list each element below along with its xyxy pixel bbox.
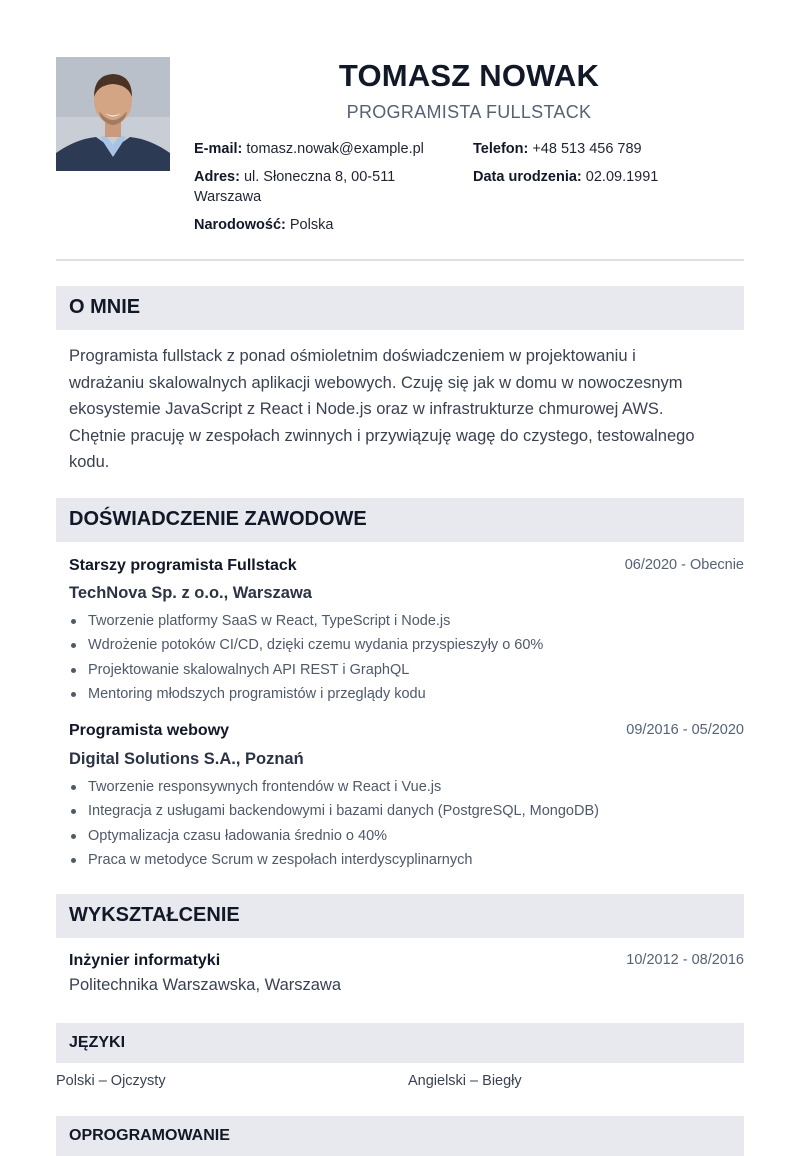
job-bullet: Tworzenie responsywnych frontendów w React i Vue.js [69, 775, 744, 799]
section-title-about: O MNIE [69, 296, 141, 318]
nationality-line [194, 215, 333, 235]
nationality-value: Polska [289, 217, 334, 233]
job-company: TechNova Sp. z o.o., Warszawa [69, 584, 312, 602]
about-line: wdrażaniu skalowalnych aplikacji webowych. Czuję się jak w domu w nowoczesnym [69, 373, 683, 392]
candidate-role: PROGRAMISTA FULLSTACK [346, 102, 592, 122]
birth-line [473, 167, 658, 187]
candidate-name: TOMASZ NOWAK [338, 58, 600, 93]
job-title: Starszy programista Fullstack [69, 557, 297, 574]
section-software [56, 1116, 744, 1156]
about-line: kodu. [69, 453, 110, 471]
profile-photo [56, 57, 170, 171]
email-label: E-mail: [194, 141, 243, 157]
job-bullet: Mentoring młodszych programistów i przeglądy kodu [69, 682, 744, 706]
about-line: Programista fullstack z ponad ośmioletnim doświadczeniem w projektowaniu i [69, 347, 636, 365]
section-title-education: WYKSZTAŁCENIE [69, 904, 240, 926]
education-dates: 10/2012 - 08/2016 [626, 952, 744, 968]
job-bullet: Tworzenie platformy SaaS w React, TypeScript i Node.js [69, 609, 744, 633]
section-title-languages: JĘZYKI [69, 1034, 126, 1051]
job-bullets [69, 775, 744, 872]
section-title-software: OPROGRAMOWANIE [69, 1127, 230, 1144]
about-line: Chętnie pracuję w zespołach zwinnych i przywiązuję wagę do czystego, testowalnego [69, 426, 695, 445]
education-degree: Inżynier informatyki [69, 952, 221, 969]
birth-label: Data urodzenia: [473, 169, 582, 185]
email-value: tomasz.nowak@example.pl [246, 141, 424, 157]
job-bullet: Integracja z usługami backendowymi i bazami danych (PostgreSQL, MongoDB) [69, 799, 744, 823]
job-company: Digital Solutions S.A., Poznań [69, 750, 304, 768]
language-item: Polski – Ojczysty [56, 1073, 166, 1089]
nationality-label: Narodowość: [194, 217, 286, 233]
job-bullet: Projektowanie skalowalnych API REST i GraphQL [69, 658, 744, 682]
section-education [56, 894, 744, 938]
birth-value: 02.09.1991 [585, 169, 659, 185]
job-bullet: Optymalizacja czasu ładowania średnio o 40% [69, 824, 744, 848]
address-label: Adres: [194, 169, 240, 185]
about-text [69, 343, 744, 476]
address-line [194, 167, 454, 207]
phone-label: Telefon: [473, 141, 529, 157]
address-value-line2: Warszawa [194, 189, 262, 205]
email-line [194, 139, 424, 159]
phone-line [473, 139, 642, 159]
section-experience [56, 498, 744, 542]
language-item: Angielski – Biegły [408, 1073, 522, 1089]
header-divider [56, 259, 744, 261]
education-school: Politechnika Warszawska, Warszawa [69, 976, 342, 994]
job-bullet: Praca w metodyce Scrum w zespołach interdyscyplinarnych [69, 848, 744, 872]
about-line: ekosystemie JavaScript z React i Node.js oraz w infrastrukturze chmurowej AWS. [69, 400, 664, 418]
section-title-experience: DOŚWIADCZENIE ZAWODOWE [69, 508, 367, 530]
address-value-line1: ul. Słoneczna 8, 00-511 [243, 169, 396, 185]
job-dates: 06/2020 - Obecnie [624, 557, 744, 573]
job-dates: 09/2016 - 05/2020 [626, 722, 744, 738]
job-bullets [69, 609, 744, 706]
section-about [56, 286, 744, 330]
job-bullet: Wdrożenie potoków CI/CD, dzięki czemu wydania przyspieszyły o 60% [69, 633, 744, 657]
job-title: Programista webowy [69, 722, 230, 739]
section-languages [56, 1023, 744, 1063]
phone-value: +48 513 456 789 [532, 141, 642, 157]
